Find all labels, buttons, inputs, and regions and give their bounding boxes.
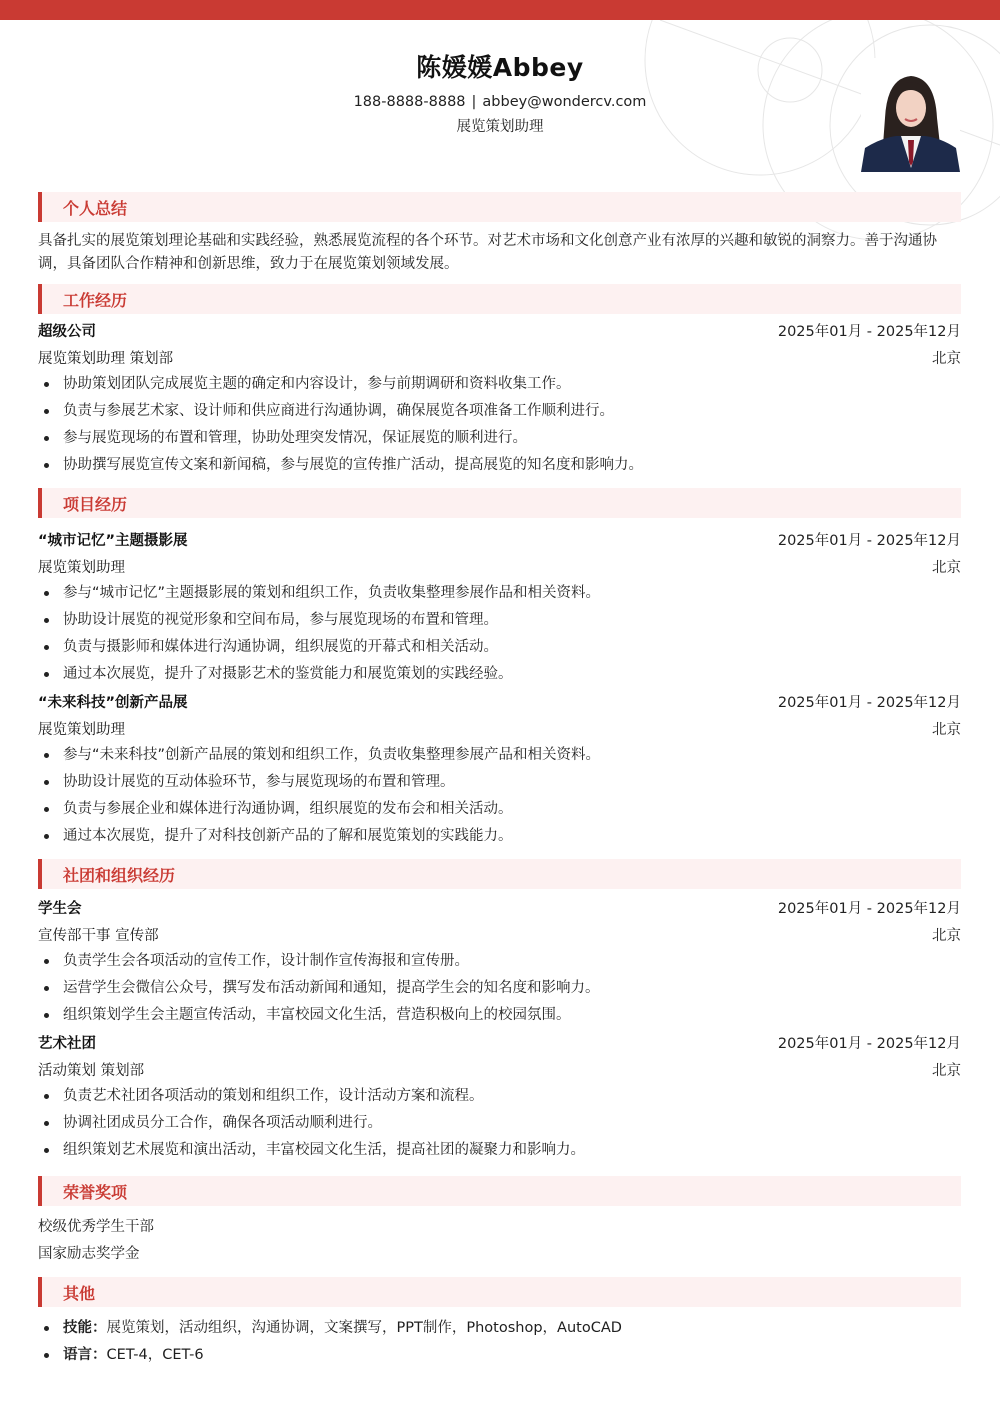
list-item: 通过本次展览，提升了对科技创新产品的了解和展览策划的实践能力。 [38, 823, 961, 850]
contact-separator: | [471, 94, 477, 110]
entry-role: 展览策划助理 策划部 [38, 351, 174, 367]
entry-location: 北京 [932, 1063, 961, 1079]
project-entry [38, 688, 961, 850]
entry-location: 北京 [932, 928, 961, 944]
entry-role: 宣传部干事 宣传部 [38, 928, 159, 944]
list-item: 负责与参展艺术家、设计师和供应商进行沟通协调，确保展览各项准备工作顺利进行。 [38, 398, 961, 425]
list-item: 组织策划艺术展览和演出活动，丰富校园文化生活，提高社团的凝聚力和影响力。 [38, 1137, 961, 1164]
email-address: abbey@wondercv.com [482, 94, 647, 110]
list-item: 协助设计展览的互动体验环节，参与展览现场的布置和管理。 [38, 769, 961, 796]
club-entry [38, 894, 961, 1029]
entry-org: “未来科技”创新产品展 [38, 695, 188, 711]
list-item: 参与“未来科技”创新产品展的策划和组织工作，负责收集整理参展产品和相关资料。 [38, 742, 961, 769]
top-accent-band [0, 0, 1000, 20]
section-header-summary [38, 192, 961, 222]
section-title: 工作经历 [63, 290, 128, 310]
summary-text: 具备扎实的展览策划理论基础和实践经验，熟悉展览流程的各个环节。对艺术市场和文化创意产业有浓厚的兴趣和敏锐的洞察力。善于沟通协调，具备团队合作精神和创新思维，致力于在展览策划领域发展。 [38, 233, 937, 272]
section-header-projects [38, 488, 961, 518]
portrait-photo-icon [861, 58, 960, 172]
entry-date: 2025年01月 - 2025年12月 [777, 1036, 961, 1052]
list-item: 运营学生会微信公众号，撰写发布活动新闻和通知，提高学生会的知名度和影响力。 [38, 975, 961, 1002]
entry-date: 2025年01月 - 2025年12月 [777, 695, 961, 711]
list-item: 负责与参展企业和媒体进行沟通协调，组织展览的发布会和相关活动。 [38, 796, 961, 823]
avatar [861, 58, 960, 172]
section-work [38, 284, 961, 479]
section-title: 项目经历 [63, 494, 128, 514]
list-item-skills [38, 1315, 961, 1342]
section-header-awards [38, 1176, 961, 1206]
entry-org: “城市记忆”主题摄影展 [38, 533, 188, 549]
skills-label: 技能： [63, 1320, 107, 1336]
club-entry [38, 1029, 961, 1164]
list-item-languages [38, 1342, 961, 1369]
section-awards [38, 1176, 961, 1268]
list-item: 负责艺术社团各项活动的策划和组织工作，设计活动方案和流程。 [38, 1083, 961, 1110]
list-item: 负责与摄影师和媒体进行沟通协调，组织展览的开幕式和相关活动。 [38, 634, 961, 661]
section-other [38, 1277, 961, 1369]
list-item: 组织策划学生会主题宣传活动，丰富校园文化生活，营造积极向上的校园氛围。 [38, 1002, 961, 1029]
list-item: 参与“城市记忆”主题摄影展的策划和组织工作，负责收集整理参展作品和相关资料。 [38, 580, 961, 607]
section-clubs [38, 859, 961, 1164]
phone-number: 188-8888-8888 [353, 94, 466, 110]
entry-location: 北京 [932, 560, 961, 576]
entry-location: 北京 [932, 351, 961, 367]
candidate-name: 陈媛媛Abbey [416, 53, 584, 82]
list-item: 通过本次展览，提升了对摄影艺术的鉴赏能力和展览策划的实践经验。 [38, 661, 961, 688]
section-header-other [38, 1277, 961, 1307]
entry-org: 艺术社团 [38, 1036, 96, 1052]
section-title: 其他 [63, 1283, 96, 1303]
resume-body [38, 192, 961, 1369]
section-projects [38, 488, 961, 850]
list-item: 负责学生会各项活动的宣传工作，设计制作宣传海报和宣传册。 [38, 948, 961, 975]
target-job-title: 展览策划助理 [456, 119, 544, 135]
award-item: 校级优秀学生干部 [38, 1219, 154, 1235]
entry-date: 2025年01月 - 2025年12月 [777, 324, 961, 340]
entry-role: 展览策划助理 [38, 722, 125, 738]
entry-org: 超级公司 [38, 324, 96, 340]
entry-role: 展览策划助理 [38, 560, 125, 576]
list-item: 协助设计展览的视觉形象和空间布局，参与展览现场的布置和管理。 [38, 607, 961, 634]
section-title: 荣誉奖项 [63, 1182, 128, 1202]
entry-date: 2025年01月 - 2025年12月 [777, 901, 961, 917]
entry-date: 2025年01月 - 2025年12月 [777, 533, 961, 549]
list-item: 协助撰写展览宣传文案和新闻稿，参与展览的宣传推广活动，提高展览的知名度和影响力。 [38, 452, 961, 479]
section-title: 社团和组织经历 [63, 865, 176, 885]
work-entry [38, 317, 961, 479]
list-item: 参与展览现场的布置和管理，协助处理突发情况，保证展览的顺利进行。 [38, 425, 961, 452]
entry-org: 学生会 [38, 901, 82, 917]
section-header-clubs [38, 859, 961, 889]
resume-header [0, 48, 1000, 136]
contact-line [0, 94, 1000, 110]
section-title: 个人总结 [63, 198, 128, 218]
section-header-work [38, 284, 961, 314]
award-item: 国家励志奖学金 [38, 1246, 140, 1262]
skills-value: 展览策划，活动组织，沟通协调，文案撰写，PPT制作，Photoshop，AutoCAD [106, 1320, 622, 1336]
languages-label: 语言： [63, 1347, 107, 1363]
project-entry [38, 526, 961, 688]
languages-value: CET-4，CET-6 [106, 1347, 204, 1363]
entry-role: 活动策划 策划部 [38, 1063, 145, 1079]
list-item: 协调社团成员分工合作，确保各项活动顺利进行。 [38, 1110, 961, 1137]
list-item: 协助策划团队完成展览主题的确定和内容设计，参与前期调研和资料收集工作。 [38, 371, 961, 398]
entry-location: 北京 [932, 722, 961, 738]
